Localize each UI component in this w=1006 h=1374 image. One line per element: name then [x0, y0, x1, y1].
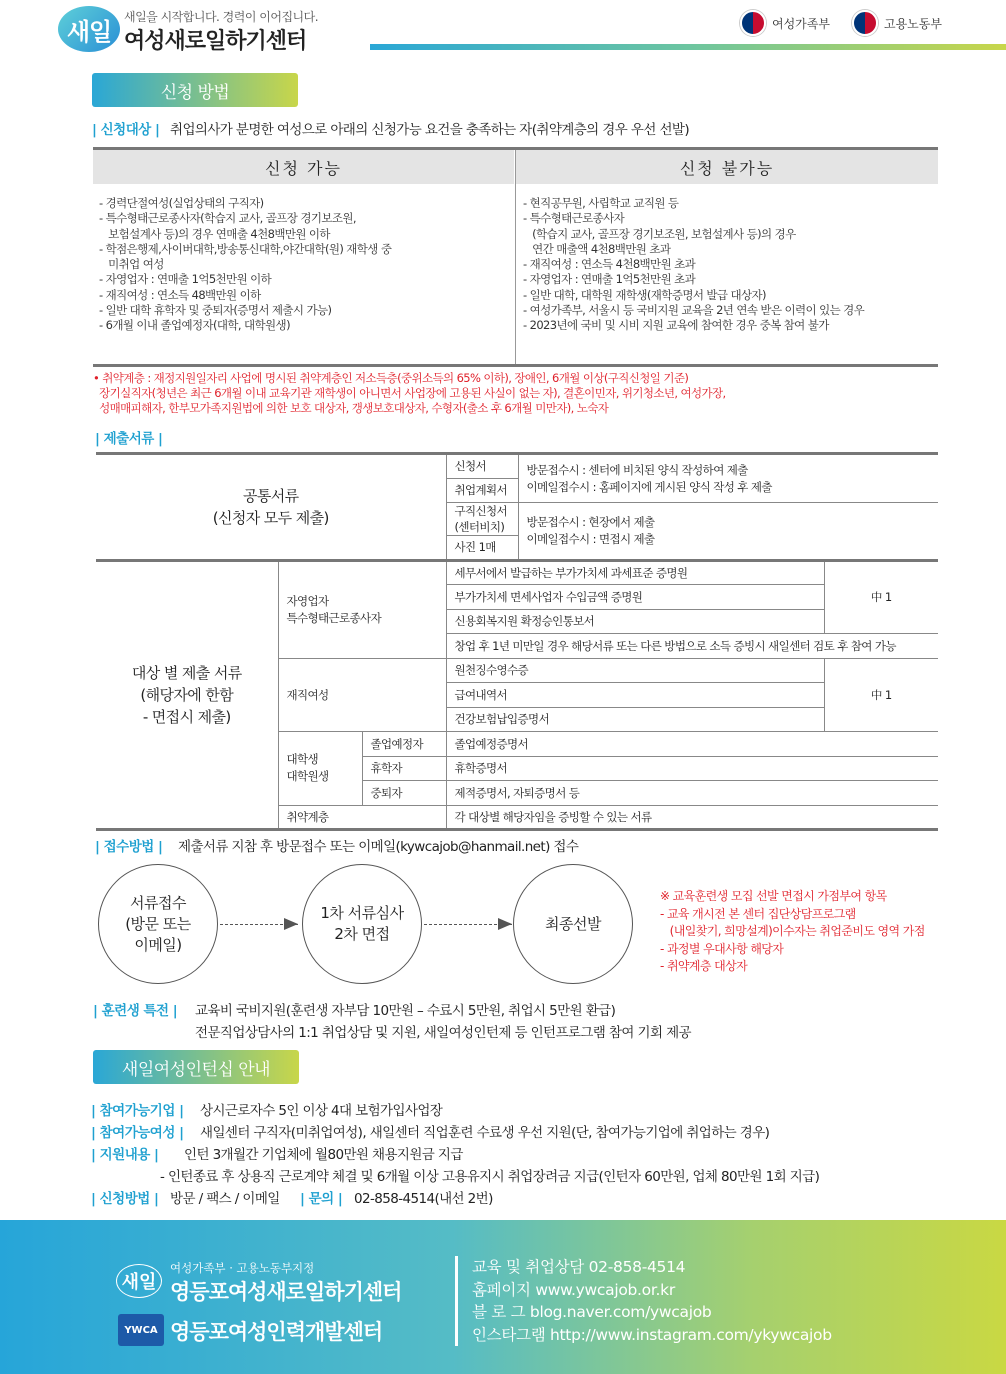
list-item: - 자영업자 : 연매출 1억5천만원 이하	[99, 272, 272, 287]
col-eligible: 신청 가능	[93, 150, 514, 184]
list-item: - 경력단절여성(실업상태의 구직자)	[99, 196, 264, 210]
table-row	[96, 454, 938, 479]
list-item: - 학점은행제,사이버대학,방송통신대학,야간대학(원) 재학생 중	[99, 241, 392, 256]
col-ineligible: 신청 불가능	[516, 150, 938, 184]
list-item: - 특수형태근로종사자	[523, 211, 625, 226]
footer-divider	[455, 1256, 458, 1346]
step-submit: 서류접수 (방문 또는 이메일)	[98, 864, 218, 984]
vulnerable-note	[93, 371, 726, 416]
choose-one-self-emp: 中 1	[824, 560, 938, 634]
slogan: 새일을 시작합니다. 경력이 이어집니다.	[124, 10, 319, 24]
list-item: - 현직공무원, 사립학교 교직원 등	[523, 196, 679, 210]
process-desc: 제출서류 지참 후 방문접수 또는 이메일(kywcajob@hanmail.net) 접수	[178, 839, 579, 855]
footer	[0, 1220, 1006, 1374]
label-company: | 참여가능기업 |	[91, 1103, 184, 1119]
list-item: - 2023년에 국비 및 시비 지원 교육에 참여한 경우 중복 참여 불가	[523, 318, 829, 333]
note-line: • 취약계층 : 재정지원일자리 사업에 명시된 취약계층인 저소득층(중위소득의 65% 이하), 장애인, 6개월 이상(구직신청일 기준)	[93, 371, 689, 385]
contact-line: 홈페이지 www.ywcajob.or.kr	[472, 1280, 675, 1299]
eligibility-desc: 취업의사가 분명한 여성으로 아래의 신청가능 요건을 충족하는 자(취약계층의 경우 우선 선발)	[170, 122, 690, 138]
column-divider	[515, 150, 516, 364]
list-item: (학습지 교사, 골프장 경기보조원, 보험설계사 등)의 경우	[523, 226, 796, 241]
list-item: - 재직여성 : 연소득 4천8백만원 초과	[523, 257, 696, 272]
women-text: 새일센터 구직자(미취업여성), 새일센터 직업훈련 수료생 우선 지원(단, 참여가능기업에 취업하는 경우)	[200, 1125, 770, 1141]
footer-contact	[472, 1256, 832, 1346]
table-row	[96, 560, 938, 585]
step-review: 1차 서류심사 2차 면접	[302, 864, 422, 984]
arrow-head-icon	[284, 918, 298, 930]
arrow-head-icon	[498, 918, 512, 930]
doc-cell: 구직신청서(센터비치)	[446, 503, 518, 536]
ministry-labor: 고용노동부	[852, 10, 942, 36]
list-item: - 일반 대학, 대학원 재학생(재학증명서 발급 대상자)	[523, 287, 766, 302]
target-docs-title: 대상 별 제출 서류 (해당자에 한함 - 면접시 제출)	[96, 560, 278, 830]
list-item: - 여성가족부, 서울시 등 국비지원 교육을 2년 연속 받은 이력이 있는 경우	[523, 303, 865, 318]
bonus-notes	[660, 888, 925, 976]
footer-saeil-logo: 새일	[116, 1264, 162, 1298]
list-item: 연간 매출액 4천8백만원 초과	[523, 241, 671, 256]
taegeuk-icon	[740, 10, 766, 36]
contact-line: 교육 및 취업상담 02-858-4514	[472, 1258, 686, 1276]
taegeuk-icon	[852, 10, 878, 36]
doc-cell: 신용회복지원 확정승인통보서	[446, 609, 824, 634]
doc-cell: 휴학증명서	[446, 756, 938, 781]
list-item: - 특수형태근로종사자(학습지 교사, 골프장 경기보조원,	[99, 211, 356, 226]
label-process: | 접수방법 |	[95, 839, 163, 855]
label-apply: | 신청방법 |	[91, 1191, 159, 1207]
support-text-1: 인턴 3개월간 기업체에 월80만원 채용지원금 지급	[184, 1147, 463, 1163]
doc-cell: 급여내역서	[446, 683, 824, 708]
list-item: 미취업 여성	[99, 257, 164, 272]
list-item: - 일반 대학 휴학자 및 중퇴자(증명서 제출시 가능)	[99, 303, 332, 318]
contact-line: 인스타그램 http://www.instagram.com/ykywcajob	[472, 1325, 832, 1344]
vulnerable-label: 취약계층	[278, 805, 446, 830]
ywca-logo: YWCA	[118, 1314, 164, 1346]
note-line: - 교육 개시전 본 센터 집단상담프로그램	[660, 906, 856, 921]
company-text: 상시근로자수 5인 이상 4대 보험가입사업장	[200, 1103, 443, 1119]
note-line: 장기실직자(청년은 최근 6개월 이내 교육기관 재학생이 아니면서 사업장에 고용된 사실이 없는 자), 결혼이민자, 위기청소년, 여성가장,	[93, 386, 726, 400]
ministry-gender-equality: 여성가족부	[740, 10, 830, 36]
section-title-apply: 신청 방법	[92, 73, 298, 107]
doc-cell: 졸업예정증명서	[446, 732, 938, 757]
note-line: - 과정별 우대사항 해당자	[660, 941, 784, 956]
eligibility-table	[93, 147, 938, 367]
doc-cell: 휴학자	[362, 756, 446, 781]
doc-cell: 건강보험납입증명서	[446, 707, 824, 732]
eligible-list	[99, 196, 391, 334]
benefit-line-1: 교육비 국비지원(훈련생 자부담 10만원 – 수료시 5만원, 취업시 5만원 환급)	[195, 1003, 616, 1019]
note-line: (내일찾기, 희망설계)이수자는 취업준비도 영역 가점	[660, 924, 925, 938]
center-name: 여성새로일하기센터	[124, 29, 307, 54]
common-docs-title: 공통서류 (신청자 모두 제출)	[96, 454, 446, 561]
inquiry-text: 02-858-4514(내선 2번)	[354, 1191, 493, 1207]
doc-cell: 각 대상별 해당자임을 증빙할 수 있는 서류	[446, 805, 938, 830]
list-item: - 6개월 이내 졸업예정자(대학, 대학원생)	[99, 318, 290, 333]
benefit-line-2: 전문직업상담사의 1:1 취업상담 및 지원, 새일여성인턴제 등 인턴프로그램 참여 기회 제공	[195, 1025, 691, 1041]
step-final: 최종선발	[513, 864, 633, 984]
list-item: - 자영업자 : 연매출 1억5천만원 초과	[523, 272, 696, 287]
label-women: | 참여가능여성 |	[91, 1125, 184, 1141]
doc-cell: 신청서	[446, 454, 518, 479]
label-documents: | 제출서류 |	[95, 431, 163, 447]
footer-designation: 여성가족부 · 고용노동부지정	[170, 1261, 315, 1275]
section-title-internship: 새일여성인턴십 안내	[93, 1050, 299, 1084]
doc-cell: 창업 후 1년 미만일 경우 해당서류 또는 다른 방법으로 소득 증빙시 새일센터 검토 후 참여 가능	[446, 634, 938, 659]
footer-center-name-1: 영등포여성새로일하기센터	[170, 1280, 402, 1304]
label-benefit: | 훈련생 특전 |	[93, 1003, 178, 1019]
label-inquiry: | 문의 |	[300, 1191, 343, 1207]
note-line: - 취약계층 대상자	[660, 959, 748, 973]
doc-cell: 부가가치세 면세사업자 수입금액 증명원	[446, 585, 824, 610]
doc-cell: 사진 1매	[446, 536, 518, 561]
apply-text: 방문 / 팩스 / 이메일	[170, 1191, 280, 1207]
common-note-b: 방문접수시 : 현장에서 제출 이메일접수시 : 면접시 제출	[518, 503, 938, 561]
doc-cell: 원천징수영수증	[446, 658, 824, 683]
doc-cell: 졸업예정자	[362, 732, 446, 757]
student-label: 대학생 대학원생	[278, 732, 362, 806]
label-support: | 지원내용 |	[91, 1147, 159, 1163]
footer-center-name-2: 영등포여성인력개발센터	[170, 1320, 383, 1344]
saeil-logo: 새일	[58, 6, 120, 52]
doc-cell: 중퇴자	[362, 781, 446, 806]
doc-cell: 취업계획서	[446, 478, 518, 503]
self-employed-label: 자영업자 특수형태근로종사자	[278, 560, 446, 658]
header-divider	[370, 44, 1006, 50]
label-eligibility: | 신청대상 |	[92, 122, 160, 138]
support-text-2: - 인턴종료 후 상용직 근로계약 체결 및 6개월 이상 고용유지시 취업장려금 지급(인턴자 60만원, 업체 80만원 1회 지급)	[160, 1169, 820, 1185]
common-note-a: 방문접수시 : 센터에 비치된 양식 작성하여 제출 이메일접수시 : 홈페이지에 게시된 양식 작성 후 제출	[518, 454, 938, 503]
list-item: - 재직여성 : 연소득 48백만원 이하	[99, 287, 261, 302]
employed-label: 재직여성	[278, 658, 446, 732]
note-line: 성매매피해자, 한부모가족지원법에 의한 보호 대상자, 갱생보호대상자, 수형자(출소 후 6개월 미만자), 노숙자	[93, 401, 609, 415]
contact-line: 블 로 그 blog.naver.com/ywcajob	[472, 1303, 712, 1321]
doc-cell: 세무서에서 발급하는 부가가치세 과세표준 증명원	[446, 560, 824, 585]
choose-one-employed: 中 1	[824, 658, 938, 732]
documents-table	[96, 452, 938, 831]
list-item: 보험설계사 등)의 경우 연매출 4천8백만원 이하	[99, 226, 330, 241]
ineligible-list	[523, 196, 864, 334]
doc-cell: 제적증명서, 자퇴증명서 등	[446, 781, 938, 806]
note-line: ※ 교육훈련생 모집 선발 면접시 가점부여 항목	[660, 889, 887, 903]
